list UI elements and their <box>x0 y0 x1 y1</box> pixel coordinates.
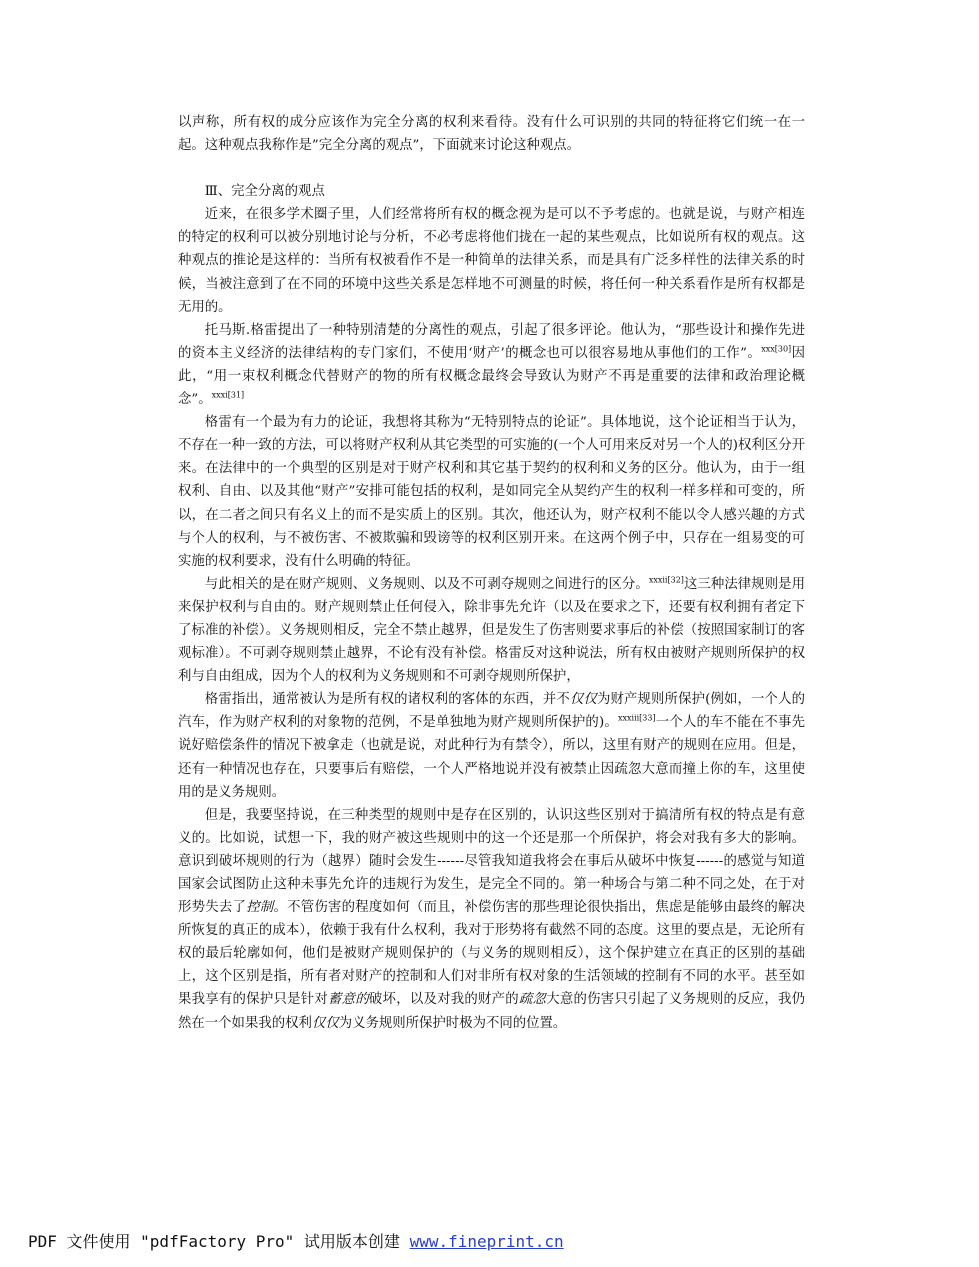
paragraph-5 <box>178 688 805 803</box>
paragraph-6-text-e: 为义务规则所保护时极为不同的位置。 <box>338 1015 567 1031</box>
paragraph-4-text-b: 这三种法律规则是用来保护权利与自由的。财产规则禁止任何侵入，除非事先允许（以及在要求之下，还要有权利拥有者定下了标准的补偿）。义务规则相反，完全不禁止越界，但是发生了伤害则要求事后的补偿（按照国家制订的客观标准）。不可剥夺规则禁止越界，不论有没有补偿。格雷反对这种说法，所有权由被财产规则所保护的权利与自由组成，因为个人的权利为义务规则和不可剥夺规则所保护， <box>178 576 806 685</box>
paragraph-2 <box>178 319 805 411</box>
paragraph-5-text-c: 一个人的车不能在不事先说好赔偿条件的情况下被拿走（也就是说，对此种行为有禁令），所以，这里有财产的规则在应用。但是，还有一种情况也存在，只要事后有赔偿，一个人严格地说并没有被禁止因疏忽大意而撞上你的车，这里使用的是义务规则。 <box>178 715 805 800</box>
paragraph-intro: 以声称，所有权的成分应该作为完全分离的权利来看待。没有什么可识别的共同的特征将它们统一在一起。这种观点我称作是”完全分离的观点”，下面就来讨论这种观点。 <box>178 115 805 154</box>
emphasis-negligence: 疏忽 <box>518 992 547 1008</box>
paragraph-6-text-c: 破坏，以及对我的财产的 <box>368 992 519 1008</box>
paragraph-5-text-a: 格雷指出，通常被认为是所有权的诸权利的客体的东西，并不 <box>204 692 570 708</box>
document-body <box>178 111 805 1035</box>
paragraph-4 <box>178 573 805 688</box>
emphasis-deliberate: 蓄意的 <box>328 992 369 1008</box>
paragraph-1: 近来，在很多学术圈子里，人们经常将所有权的概念视为是可以不予考虑的。也就是说，与财产相连的特定的权利可以被分别地讨论与分析，不必考虑将他们拢在一起的某些观点，比如说所有权的观点。这种观点的推论是这样的：当所有权被看作不是一种简单的法律关系，而是具有广泛多样性的法律关系的时候，当被注意到了在不同的环境中这些关系是怎样地不可测量的时候，将任何一种关系看作是所有权都是无用的。 <box>178 207 805 315</box>
paragraph-3: 格雷有一个最为有力的论证，我想将其称为“无特别特点的论证”。具体地说，这个论证相当于认为，不存在一种一致的方法，可以将财产权利从其它类型的可实施的(一个人可用来反对另一个人的)权利区分开来。在法律中的一个典型的区别是对于财产权利和其它基于契约的权利和义务的区分。他认为，由于一组权利、自由、以及其他“财产”安排可能包括的权利，是如同完全从契约产生的权利一样多样和可变的，所以，在二者之间只有名义上的而不是实质上的区别。其次，他还认为，财产权利不能以令人感兴趣的方式与个人的权利，与不被伤害、不被欺骗和毁谤等的权利区别开来。在这两个例子中，只存在一组易变的可实施的权利要求，没有什么明确的特征。 <box>178 415 805 569</box>
paragraph-4-text-a: 与此相关的是在财产规则、义务规则、以及不可剥夺规则之间进行的区分。 <box>204 576 649 592</box>
footnote-ref-33: xxxiii[33] <box>617 713 656 723</box>
footnote-ref-30: xxx[30] <box>761 344 792 354</box>
paragraph-2-text-a: 托马斯.格雷提出了一种特别清楚的分离性的观点，引起了很多评论。他认为，“那些设计和操作先进的资本主义经济的法律结构的专门家们，不使用‘财产’的概念也可以很容易地从事他们的工作”。 <box>178 322 805 361</box>
emphasis-only-2: 仅仅 <box>311 1015 339 1031</box>
emphasis-control: 控制 <box>246 900 274 916</box>
emphasis-only: 仅仅 <box>569 692 597 708</box>
footnote-ref-32: xxxii[32] <box>648 575 684 585</box>
paragraph-6-text-d: 大意的伤害只引起了义务规则的反应，我仍然在一个如果我的权利 <box>178 992 806 1031</box>
section-heading: Ⅲ、完全分离的观点 <box>204 184 325 200</box>
paragraph-5-text-b: 为财产规则所保护(例如，一个人的汽车，作为财产权利的对象物的范例，不是单独地为财产规则所保护的)。 <box>178 692 805 731</box>
footer-text: PDF 文件使用 "pdfFactory Pro" 试用版本创建 <box>28 1232 410 1251</box>
footer-link[interactable]: www.fineprint.cn <box>409 1232 564 1251</box>
paragraph-6-text-b: 。不管伤害的程度如何（而且，补偿伤害的那些理论很快指出，焦虑是能够由最终的解决所恢复的真正的成本），依赖于我有什么权利，我对于形势将有截然不同的态度。这里的要点是，无论所有权的最后轮廓如何，他们是被财产规则保护的（与义务的规则相反），这个保护建立在真正的区别的基础上，这个区别是指，所有者对财产的控制和人们对非所有权对象的生活领域的控制有不同的水平。甚至如果我享有的保护只是针对 <box>178 900 806 1008</box>
footnote-ref-31: xxxi[31] <box>211 390 245 400</box>
paragraph-6-text-a: 但是，我要坚持说，在三种类型的规则中是存在区别的，认识这些区别对于搞清所有权的特点是有意义的。比如说，试想一下，我的财产被这些规则中的这一个还是那一个所保护，将会对我有多大的影响。意识到破坏规则的行为（越界）随时会发生------尽管我知道我将会在事后从破坏中恢复------的感觉与知道国家会试图防止这种未事先允许的违规行为发生，是完全不同的。第一种场合与第二种不同之处，在于对形势失去了 <box>178 807 805 916</box>
paragraph-2-text-b: 因此，“用一束权利概念代替财产的物的所有权概念最终会导致认为财产不再是重要的法律和政治理论概念”。 <box>178 345 806 408</box>
paragraph-6 <box>178 804 805 1035</box>
pdf-footer <box>28 1229 564 1252</box>
